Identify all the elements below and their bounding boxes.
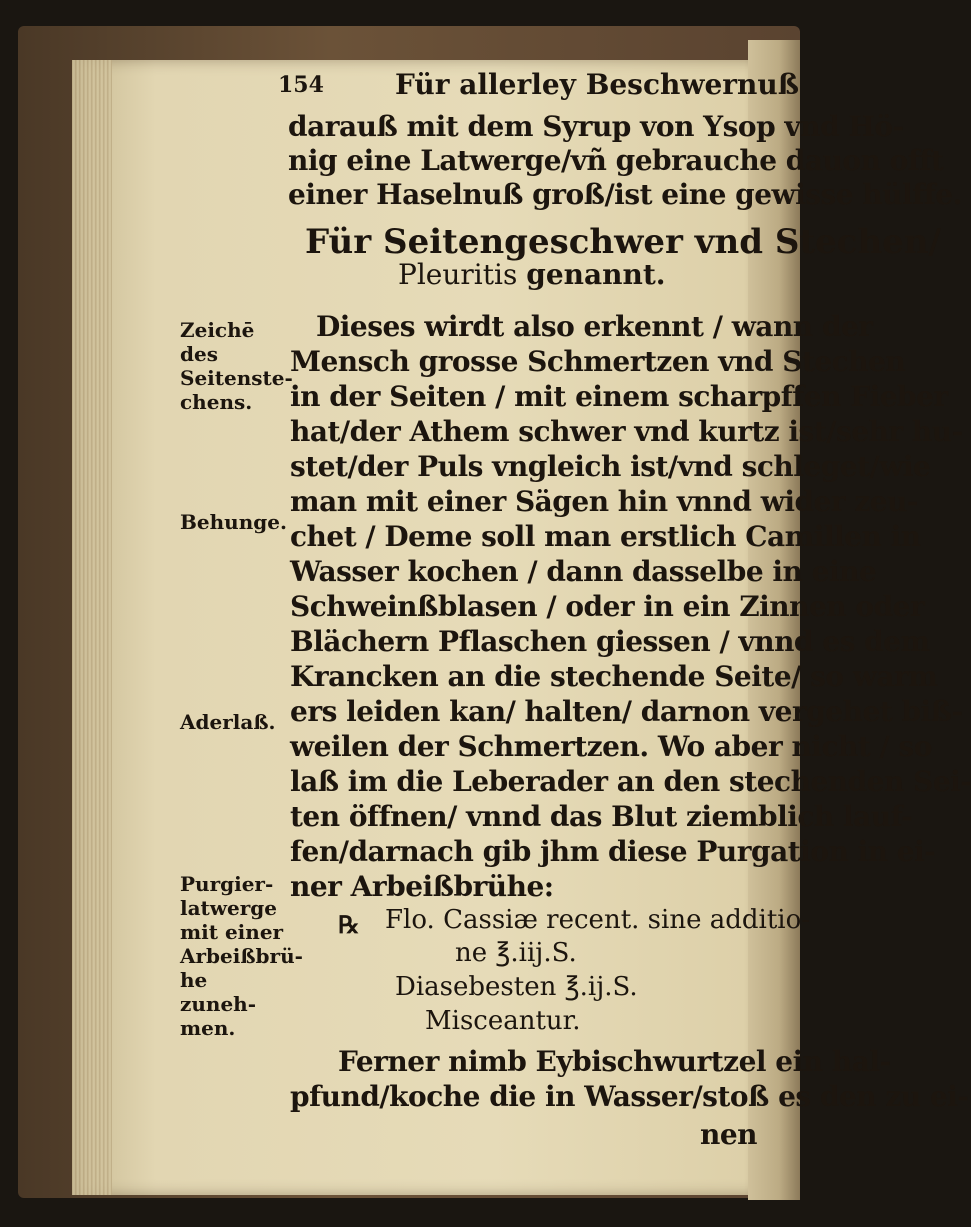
margin-note: Purgier-latwerge mit einer Arbeißbrü-he zuneh-men.	[180, 872, 303, 1040]
margin-note: Aderlaß.	[180, 710, 276, 734]
body-line: ten öffnen/ vnnd das Blut ziemblich lauf-	[290, 800, 913, 833]
recipe-symbol: ℞	[338, 910, 360, 939]
section-subheading	[398, 258, 666, 291]
page-stack-edge	[72, 60, 112, 1195]
body-line: Ferner nimb Eybischwurtzel ein hal-	[338, 1045, 891, 1078]
body-line: stet/der Puls vngleich ist/vnd schleget/wie	[290, 450, 931, 483]
body-line: weilen der Schmertzen. Wo aber nicht / so	[290, 730, 932, 763]
body-line: einer Haselnuß groß/ist eine gewisse hülffe.	[288, 178, 962, 211]
body-line: Wasser kochen / dann dasselbe in eine	[290, 555, 877, 588]
margin-note: Behunge.	[180, 510, 287, 534]
subheading-latin: Pleuritis	[398, 258, 518, 291]
subheading-suffix: genannt.	[526, 258, 666, 291]
body-line: fen/darnach gib jhm diese Purgation in ei-	[290, 835, 936, 868]
body-line: nig eine Latwerge/vñ gebrauche dauon offt	[288, 144, 944, 177]
body-line: hat/der Athem schwer vnd kurtz ist/sehr hu-	[290, 415, 963, 448]
body-line: man mit einer Sägen hin vnnd wider zeu-	[290, 485, 919, 518]
catchword: nen	[700, 1118, 758, 1151]
body-line: laß im die Leberader an den stechenden Sei-	[290, 765, 971, 798]
body-line: Schweinßblasen / oder in ein Zinnen oder	[290, 590, 925, 623]
body-line: Blächern Pflaschen giessen / vnnd es dem	[290, 625, 930, 658]
section-heading: Für Seitengeschwer vnd Stechen/	[305, 222, 941, 262]
prescription-line: Flo. Cassiæ recent. sine additio-	[385, 905, 811, 935]
prescription-line: Diasebesten ℥.ij.S.	[395, 972, 638, 1002]
prescription-line: Misceantur.	[425, 1006, 581, 1036]
page-number: 154	[278, 72, 324, 98]
margin-note: Zeichē des Seitenste-chens.	[180, 318, 293, 414]
body-line: darauß mit dem Syrup von Ysop vnd Hö-	[288, 110, 904, 143]
body-line: Mensch grosse Schmertzen vnd Stechen	[290, 345, 906, 378]
body-line: in der Seiten / mit einem scharpffen Fieber	[290, 380, 948, 413]
running-head: Für allerley Beschwernuß	[395, 68, 800, 101]
body-line: Krancken an die stechende Seite/ so warm	[290, 660, 938, 693]
body-line: pfund/koche die in Wasser/stoß es den zu ei-	[290, 1080, 969, 1113]
body-line: ers leiden kan/ halten/ darnon vergehet biß-	[290, 695, 963, 728]
prescription-line: ne ℥.iij.S.	[455, 938, 577, 968]
body-line: ner Arbeißbrühe:	[290, 870, 554, 903]
body-line: Dieses wirdt also erkennt / wann der	[316, 310, 873, 343]
body-line: chet / Deme soll man erstlich Camillen in	[290, 520, 921, 553]
